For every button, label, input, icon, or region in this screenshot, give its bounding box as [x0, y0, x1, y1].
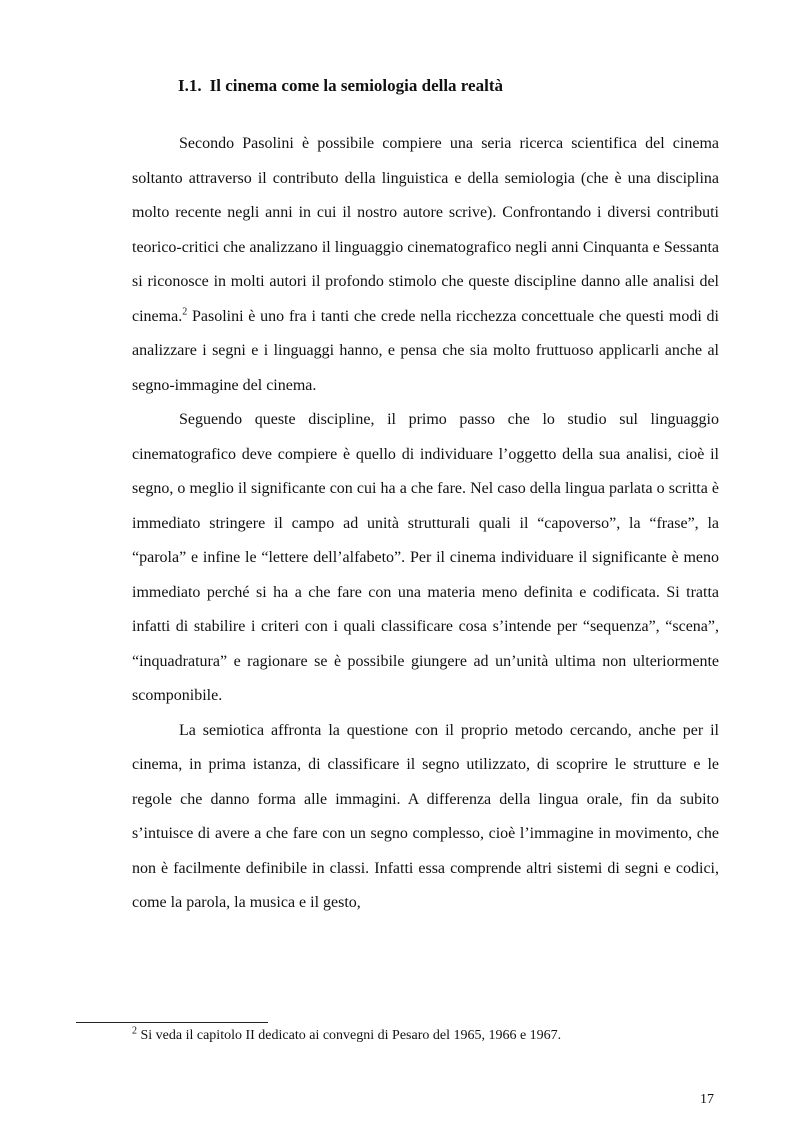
section-number: I.1. [178, 76, 202, 95]
paragraph-2: Seguendo queste discipline, il primo passo che lo studio sul linguaggio cinematografico deve compiere è quello di individuare l’oggetto della sua analisi, cioè il segno, o meglio il significante con cui ha a che fare. Nel caso della lingua parlata o scritta è immediato stringere il campo ad unità strutturali quali il “capoverso”, la “frase”, la “parola” e infine le “lettere dell’alfabeto”. Per il cinema individuare il significante è meno immediato perché si ha a che fare con una materia meno definita e codificata. Si tratta infatti di stabilire i criteri con i quali classificare cosa s’intende per “sequenza”, “scena”, “inquadratura” e ragionare se è possibile giungere ad un’unità ultima non ulteriormente scomponibile. [132, 411, 719, 704]
footnote-text: Si veda il capitolo II dedicato ai convegni di Pesaro del 1965, 1966 e 1967. [137, 1028, 562, 1043]
footnote-divider [76, 1022, 268, 1023]
footnote-reference[interactable]: 2 [182, 306, 188, 318]
paragraph-3: La semiotica affronta la questione con il proprio metodo cercando, anche per il cinema, in prima istanza, di classificare il segno utilizzato, di scoprire le strutture e le regole che danno forma alle immagini. A differenza della lingua orale, fin da subito s’intuisce di avere a che fare con un segno complesso, cioè l’immagine in movimento, che non è facilmente definibile in classi. Infatti essa comprende altri sistemi di segni e codici, come la parola, la musica e il gesto, [132, 721, 719, 911]
footnote [132, 1025, 562, 1044]
section-heading [178, 76, 503, 96]
footnote-marker: 2 [132, 1025, 137, 1037]
paragraph-1 [132, 127, 719, 403]
paragraph-1-text-continued: Pasolini è uno fra i tanti che crede nella ricchezza concettuale che questi modi di analizzare i segni e i linguaggi hanno, e pensa che sia molto fruttuoso applicarli anche al segno-immagine del cinema. [132, 307, 719, 394]
page-number: 17 [700, 1092, 714, 1107]
section-title: Il cinema come la semiologia della realtà [209, 76, 503, 95]
paragraph-1-text: Secondo Pasolini è possibile compiere una seria ricerca scientifica del cinema soltanto attraverso il contributo della linguistica e della semiologia (che è una disciplina molto recente negli anni in cui il nostro autore scrive). Confrontando i diversi contributi teorico-critici che analizzano il linguaggio cinematografico negli anni Cinquanta e Sessanta si riconosce in molti autori il profondo stimolo che queste discipline danno alle analisi del cinema. [132, 135, 719, 325]
body-text [132, 127, 719, 921]
